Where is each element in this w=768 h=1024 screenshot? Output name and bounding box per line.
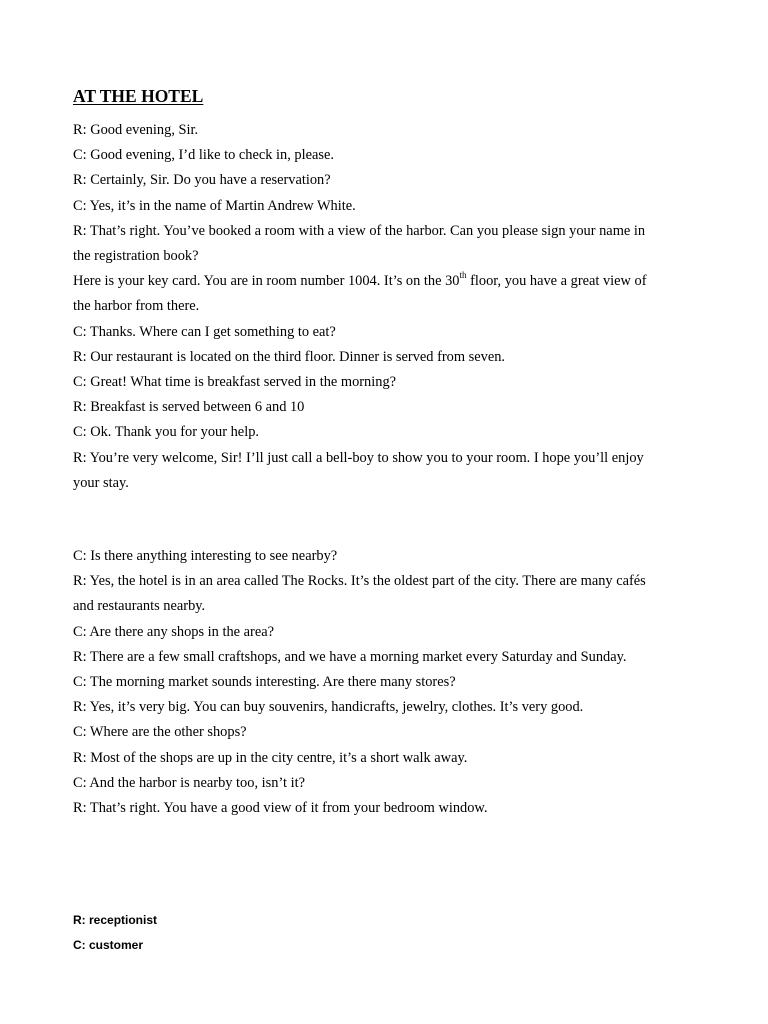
dialogue-line: R: Breakfast is served between 6 and 10 [73,399,305,416]
dialogue-line: R: There are a few small craftshops, and we have a morning market every Saturday and Sunday. [73,648,627,665]
dialogue-line: R: Yes, it’s very big. You can buy souvenirs, handicrafts, jewelry, clothes. It’s very good. [73,699,584,716]
dialogue-line: R: You’re very welcome, Sir! I’ll just call a bell-boy to show you to your room. I hope you’ll enjoy [73,449,644,466]
dialogue-line: the harbor from there. [73,298,200,315]
dialogue-line-key-card [73,269,713,294]
dialogue-line: R: That’s right. You’ve booked a room with a view of the harbor. Can you please sign your name in [73,222,646,239]
dialogue-line: R: Our restaurant is located on the third floor. Dinner is served from seven. [73,348,506,365]
dialogue-line: R: Yes, the hotel is in an area called The Rocks. It’s the oldest part of the city. There are many cafés [73,573,646,590]
dialogue-line: C: Yes, it’s in the name of Martin Andrew White. [73,197,356,214]
dialogue-line: C: Thanks. Where can I get something to eat? [73,323,336,340]
dialogue-line: C: Good evening, I’d like to check in, please. [73,147,334,164]
dialogue-line: R: Good evening, Sir. [73,122,199,138]
dialogue-line: the registration book? [73,248,199,265]
dialogue-line: C: Is there anything interesting to see nearby? [73,548,338,564]
ordinal-suffix: th [459,270,467,281]
dialogue-line: C: Great! What time is breakfast served in the morning? [73,374,397,391]
dialogue-line: C: And the harbor is nearby too, isn’t it? [73,774,305,791]
page-title: AT THE HOTEL [73,86,204,106]
speaker-legend [73,908,157,958]
dialogue-line: R: Certainly, Sir. Do you have a reservation? [73,172,331,189]
legend-customer: C: customer [73,938,144,952]
dialogue-line: and restaurants nearby. [73,598,206,615]
dialogue-part-2 [73,544,713,821]
dialogue-line: C: The morning market sounds interesting. Are there many stores? [73,674,456,691]
dialogue-line: C: Where are the other shops? [73,724,247,741]
dialogue-line: R: Most of the shops are up in the city centre, it’s a short walk away. [73,749,468,766]
key-card-text-before: Here is your key card. You are in room number 1004. It’s on the 30 [73,273,460,290]
dialogue-line: C: Are there any shops in the area? [73,623,274,640]
dialogue-line: your stay. [73,474,129,491]
dialogue-line: R: That’s right. You have a good view of it from your bedroom window. [73,800,488,817]
dialogue-part-1 [73,118,713,496]
dialogue-line: C: Ok. Thank you for your help. [73,424,259,441]
key-card-text-after: floor, you have a great view of [466,273,647,290]
legend-receptionist: R: receptionist [73,913,158,927]
